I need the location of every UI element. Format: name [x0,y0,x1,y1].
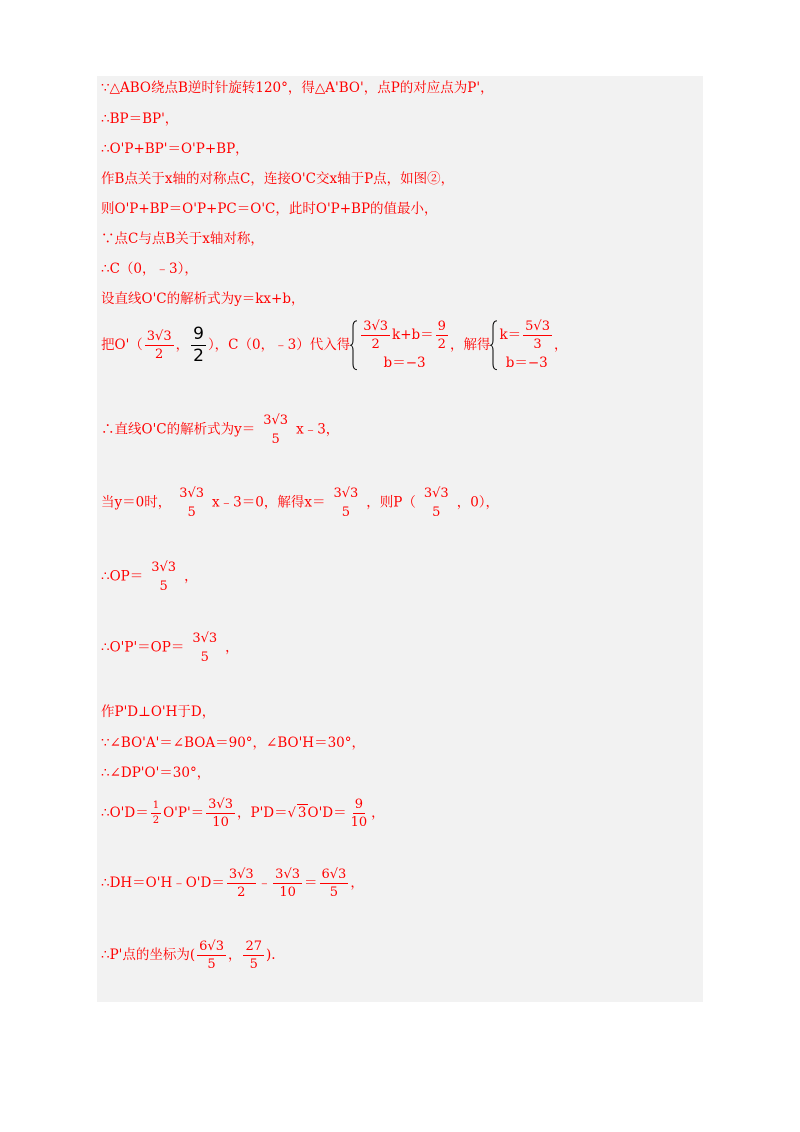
fraction-num: 3√3 [333,486,359,501]
fraction-num: 3√3 [208,797,233,812]
text-line-3: ∴O'P+BP'＝O'P+BP， [101,141,249,157]
eq-od-part: ∴O'D＝ [101,805,149,821]
fraction-num: 3√3 [275,867,300,882]
text-line-7: ∴C（0，﹣3）， [101,261,198,277]
fraction-num: 3√3 [151,560,177,575]
fraction [523,320,552,351]
fraction-num: 3√3 [363,319,389,334]
fraction [145,330,174,361]
eq-opp-prefix: ∴O'P'＝OP＝ [101,639,185,656]
fraction-den: 5 [432,505,441,520]
eq-op-suffix: ， [184,568,198,585]
sqrt-radicand: 3 [297,805,307,821]
fraction-num: 3√3 [192,631,218,646]
text-line-10: ∵∠BO'A'＝∠BOA＝90°，∠BO'H＝30°， [101,735,366,751]
fraction-num: 3√3 [146,328,172,344]
fraction-large [191,323,206,366]
text-line-9: 作P'D⊥O'H于D， [101,704,216,720]
eq-coord-part: ). [266,947,276,963]
fraction-den: 10 [212,815,229,830]
fraction [261,414,290,446]
equation-substitution [101,320,567,371]
fraction [273,868,302,899]
text-line-4: 作B点关于x轴的对称点C，连接O'C交x轴于P点，如图②， [101,171,455,187]
eq-line-suffix: x﹣3， [296,421,340,438]
sqrt-sign: √ [287,806,296,821]
system-row [359,320,450,351]
system-row: b＝−3 [505,355,548,371]
fraction [206,798,235,829]
fraction-num: 6√3 [321,867,347,882]
eq-od-part: O'P'＝ [163,805,205,821]
eq-subst-sep: ， [175,336,190,353]
text-line-2: ∴BP＝BP'， [101,111,179,127]
fraction-num: 5√3 [525,319,550,334]
fraction-den: 2 [237,885,246,900]
fraction-den: 5 [329,885,339,900]
equation-system-2 [490,320,554,371]
fraction-num: 3√3 [228,867,254,882]
fraction-den: 10 [279,885,296,900]
eq-od-part: ， [371,805,385,821]
fraction [331,487,360,519]
equation-line-oc [101,414,339,446]
fraction [361,320,390,351]
equation-dh [101,868,364,899]
text-line-8: 设直线O'C的解析式为y＝kx+b， [101,291,305,307]
eq-op-prefix: ∴OP＝ [101,568,144,585]
eq-subst-mid: ），C（0，﹣3）代入得 [207,336,351,353]
eq-subst-end: ， [553,336,568,353]
fraction-den: 2 [371,337,380,352]
fraction-den: 2 [193,345,204,366]
fraction [243,940,264,971]
equation-y-zero [101,487,499,519]
system-row [499,320,554,351]
fraction-den: 2 [437,337,446,352]
fraction-den: 2 [155,346,164,362]
equation-op [101,561,198,593]
fraction-num: 9 [193,323,204,344]
left-brace-icon [490,320,498,371]
fraction-den: 5 [249,957,258,972]
eq-coord-part: ∴P'点的坐标为( [101,947,196,963]
eq-coord-part: ， [227,947,242,963]
equation-system-1 [350,320,450,371]
fraction-num: 9 [354,797,364,812]
fraction [190,632,219,664]
eq-line-prefix: ∴直线O'C的解析式为y＝ [101,421,256,438]
eq-subst-prefix: 把O'（ [101,336,143,353]
fraction [149,561,178,593]
fraction-den: 2 [152,815,160,826]
left-brace-icon [350,320,358,371]
fraction [349,798,370,829]
fraction [227,868,256,899]
fraction-num: 6√3 [199,939,224,954]
fraction-den: 5 [207,957,216,972]
eq-dh-part: ， [350,875,364,891]
text-line-1: ∵△ABO绕点B逆时针旋转120°，得△A'BO'，点P的对应点为P'， [101,80,494,96]
eq-od-part: O'D＝ [307,805,347,821]
eq-zero-part: ，则P（ [366,494,416,511]
eq-zero-part: ，0）， [456,494,500,511]
fraction-num: 3√3 [179,486,205,501]
fraction-half [151,801,161,826]
text-line-11: ∴∠DP'O'＝30°， [101,765,211,781]
fraction-num: 9 [437,319,446,334]
fraction [436,320,448,351]
eq-od-part: ，P'D＝ [236,805,288,821]
fraction-num: 27 [245,939,263,954]
fraction-den: 5 [271,432,280,447]
fraction-num: 3√3 [423,486,449,501]
eq-zero-part: x﹣3＝0，解得x＝ [212,494,326,511]
fraction-den: 5 [159,579,168,594]
eq-zero-part: 当y＝0时， [101,494,172,511]
fraction [177,487,206,519]
equation-coordinate [101,940,276,971]
equation-opp [101,632,239,664]
text-line-5: 则O'P+BP＝O'P+PC＝O'C，此时O'P+BP的值最小， [101,201,438,217]
fraction-den: 5 [187,505,196,520]
fraction-den: 5 [200,650,209,665]
fraction-num: 3√3 [263,413,289,428]
eq-dh-part: ∴DH＝O'H﹣O'D＝ [101,875,225,891]
system-text: k＝ [499,327,522,343]
eq-opp-suffix: ， [225,639,239,656]
fraction [422,487,451,519]
fraction-num: 1 [151,801,161,814]
equation-od [101,798,385,829]
eq-dh-part: ﹣ [257,875,272,891]
system-text: k+b＝ [392,327,434,343]
fraction [320,868,349,899]
eq-subst-solve: ，解得 [449,336,491,353]
fraction-den: 3 [533,337,542,352]
fraction-den: 10 [350,815,368,830]
text-line-6: ∵点C与点B关于x轴对称， [101,231,264,247]
fraction [197,940,226,971]
fraction-den: 5 [341,505,350,520]
eq-dh-part: ＝ [304,875,318,891]
sqrt-symbol [288,807,308,821]
system-row: b＝−3 [383,355,426,371]
